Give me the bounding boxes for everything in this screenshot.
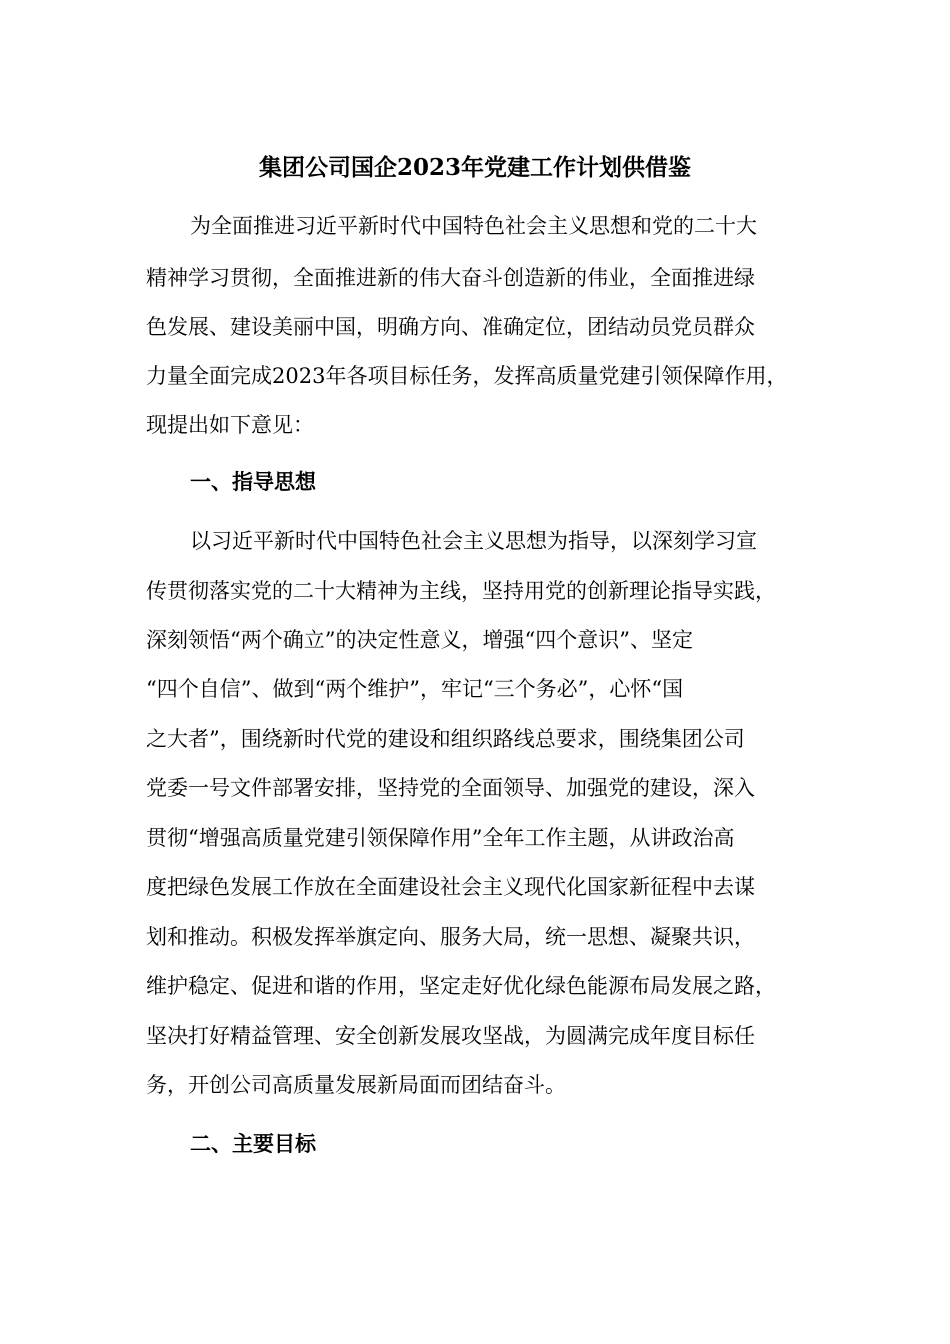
paragraph-line: 务，开创公司高质量发展新局面而团结奋斗。 (146, 1073, 566, 1097)
intro-line: 现提出如下意见： (146, 413, 314, 437)
intro-line: 力量全面完成2023年各项目标任务，发挥高质量党建引领保障作用， (146, 364, 788, 388)
paragraph-line: 度把绿色发展工作放在全面建设社会主义现代化国家新征程中去谋 (146, 875, 755, 899)
intro-line: 为全面推进习近平新时代中国特色社会主义思想和党的二十大 (190, 214, 757, 238)
section-heading-guiding-ideology: 一、指导思想 (190, 469, 316, 494)
intro-line: 色发展、建设美丽中国，明确方向、准确定位，团结动员党员群众 (146, 315, 755, 339)
paragraph-line: 深刻领悟“两个确立”的决定性意义，增强“四个意识”、坚定 (146, 628, 693, 652)
paragraph-line: 党委一号文件部署安排，坚持党的全面领导、加强党的建设，深入 (146, 776, 755, 800)
section-heading-main-goals: 二、主要目标 (190, 1131, 316, 1156)
intro-line: 精神学习贯彻，全面推进新的伟大奋斗创造新的伟业，全面推进绿 (146, 266, 755, 290)
paragraph-line: 以习近平新时代中国特色社会主义思想为指导，以深刻学习宣 (190, 529, 757, 553)
paragraph-line: 划和推动。积极发挥举旗定向、服务大局，统一思想、凝聚共识， (146, 925, 755, 949)
paragraph-line: 传贯彻落实党的二十大精神为主线，坚持用党的创新理论指导实践， (146, 579, 776, 603)
paragraph-line: 维护稳定、促进和谐的作用，坚定走好优化绿色能源布局发展之路， (146, 974, 776, 998)
document-title: 集团公司国企2023年党建工作计划供借鉴 (258, 154, 691, 181)
paragraph-line: 贯彻“增强高质量党建引领保障作用”全年工作主题，从讲政治高 (146, 826, 735, 850)
paragraph-line: “四个自信”、做到“两个维护”，牢记“三个务必”，心怀“国 (146, 677, 684, 701)
paragraph-line: 坚决打好精益管理、安全创新发展攻坚战，为圆满完成年度目标任 (146, 1024, 755, 1048)
paragraph-line: 之大者”，围绕新时代党的建设和组织路线总要求，围绕集团公司 (146, 727, 745, 751)
